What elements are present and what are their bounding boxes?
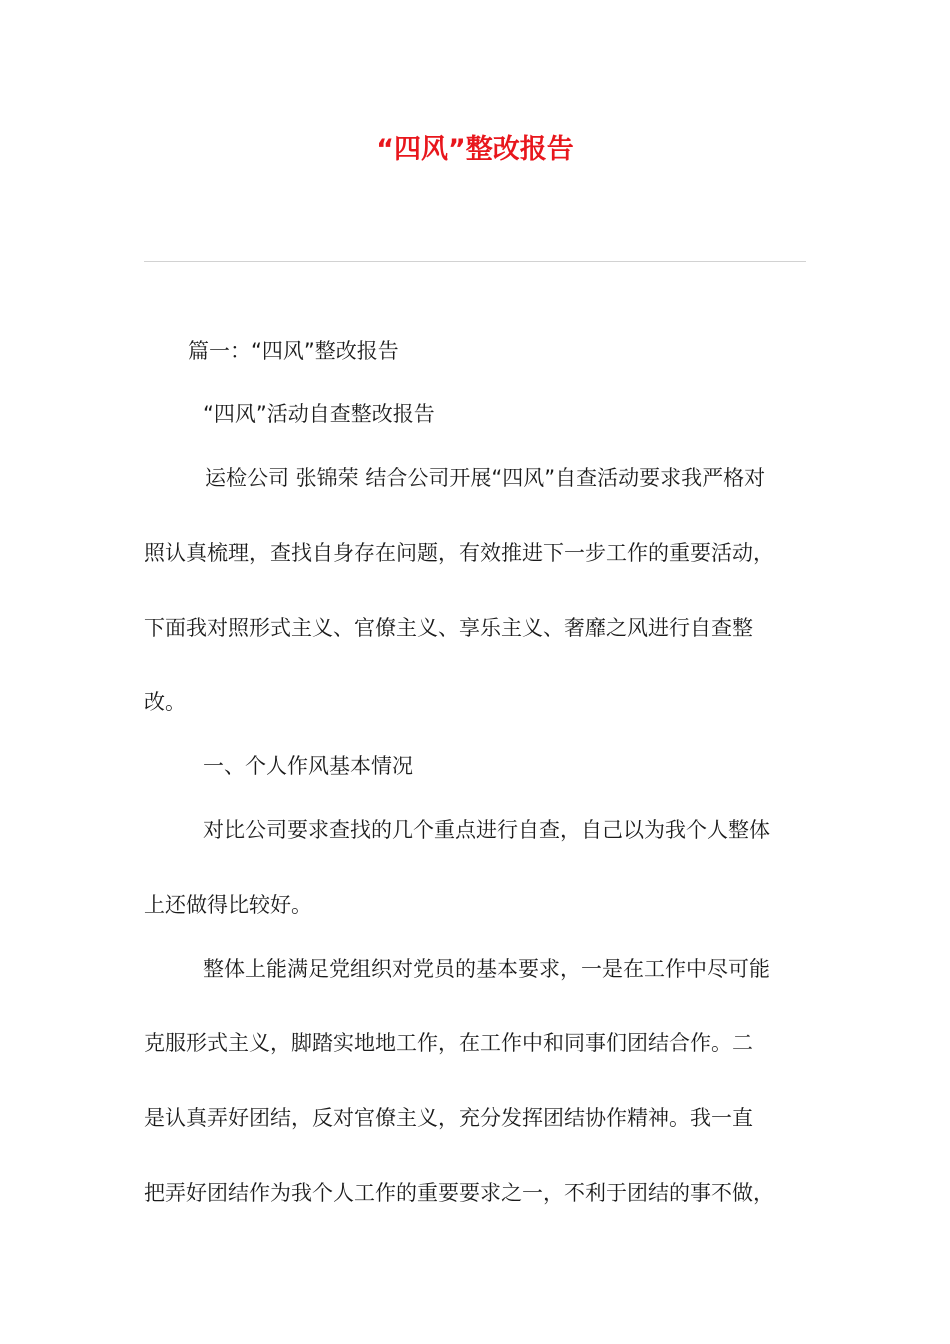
text-line: “四风”活动自查整改报告 [203, 402, 435, 426]
text-line: 上还做得比较好。 [144, 893, 312, 917]
text-line: 整体上能满足党组织对党员的基本要求，一是在工作中尽可能 [203, 957, 770, 981]
text-line: 把弄好团结作为我个人工作的重要要求之一，不利于团结的事不做， [144, 1181, 774, 1205]
title-divider [144, 261, 806, 262]
text-line: 运检公司 张锦荣 结合公司开展“四风”自查活动要求我严格对 [205, 466, 766, 490]
text-line: 篇一：“四风”整改报告 [188, 339, 399, 363]
text-line: 改。 [144, 690, 186, 714]
text-line: 照认真梳理，查找自身存在问题，有效推进下一步工作的重要活动， [144, 541, 774, 565]
text-line: 对比公司要求查找的几个重点进行自查，自己以为我个人整体 [203, 818, 770, 842]
text-line: 下面我对照形式主义、官僚主义、享乐主义、奢靡之风进行自查整 [144, 616, 753, 640]
text-line: 是认真弄好团结，反对官僚主义，充分发挥团结协作精神。我一直 [144, 1106, 753, 1130]
text-line: 一、个人作风基本情况 [203, 754, 413, 778]
text-line: 克服形式主义，脚踏实地地工作，在工作中和同事们团结合作。二 [144, 1031, 753, 1055]
document-title: “四风”整改报告 [376, 134, 574, 165]
